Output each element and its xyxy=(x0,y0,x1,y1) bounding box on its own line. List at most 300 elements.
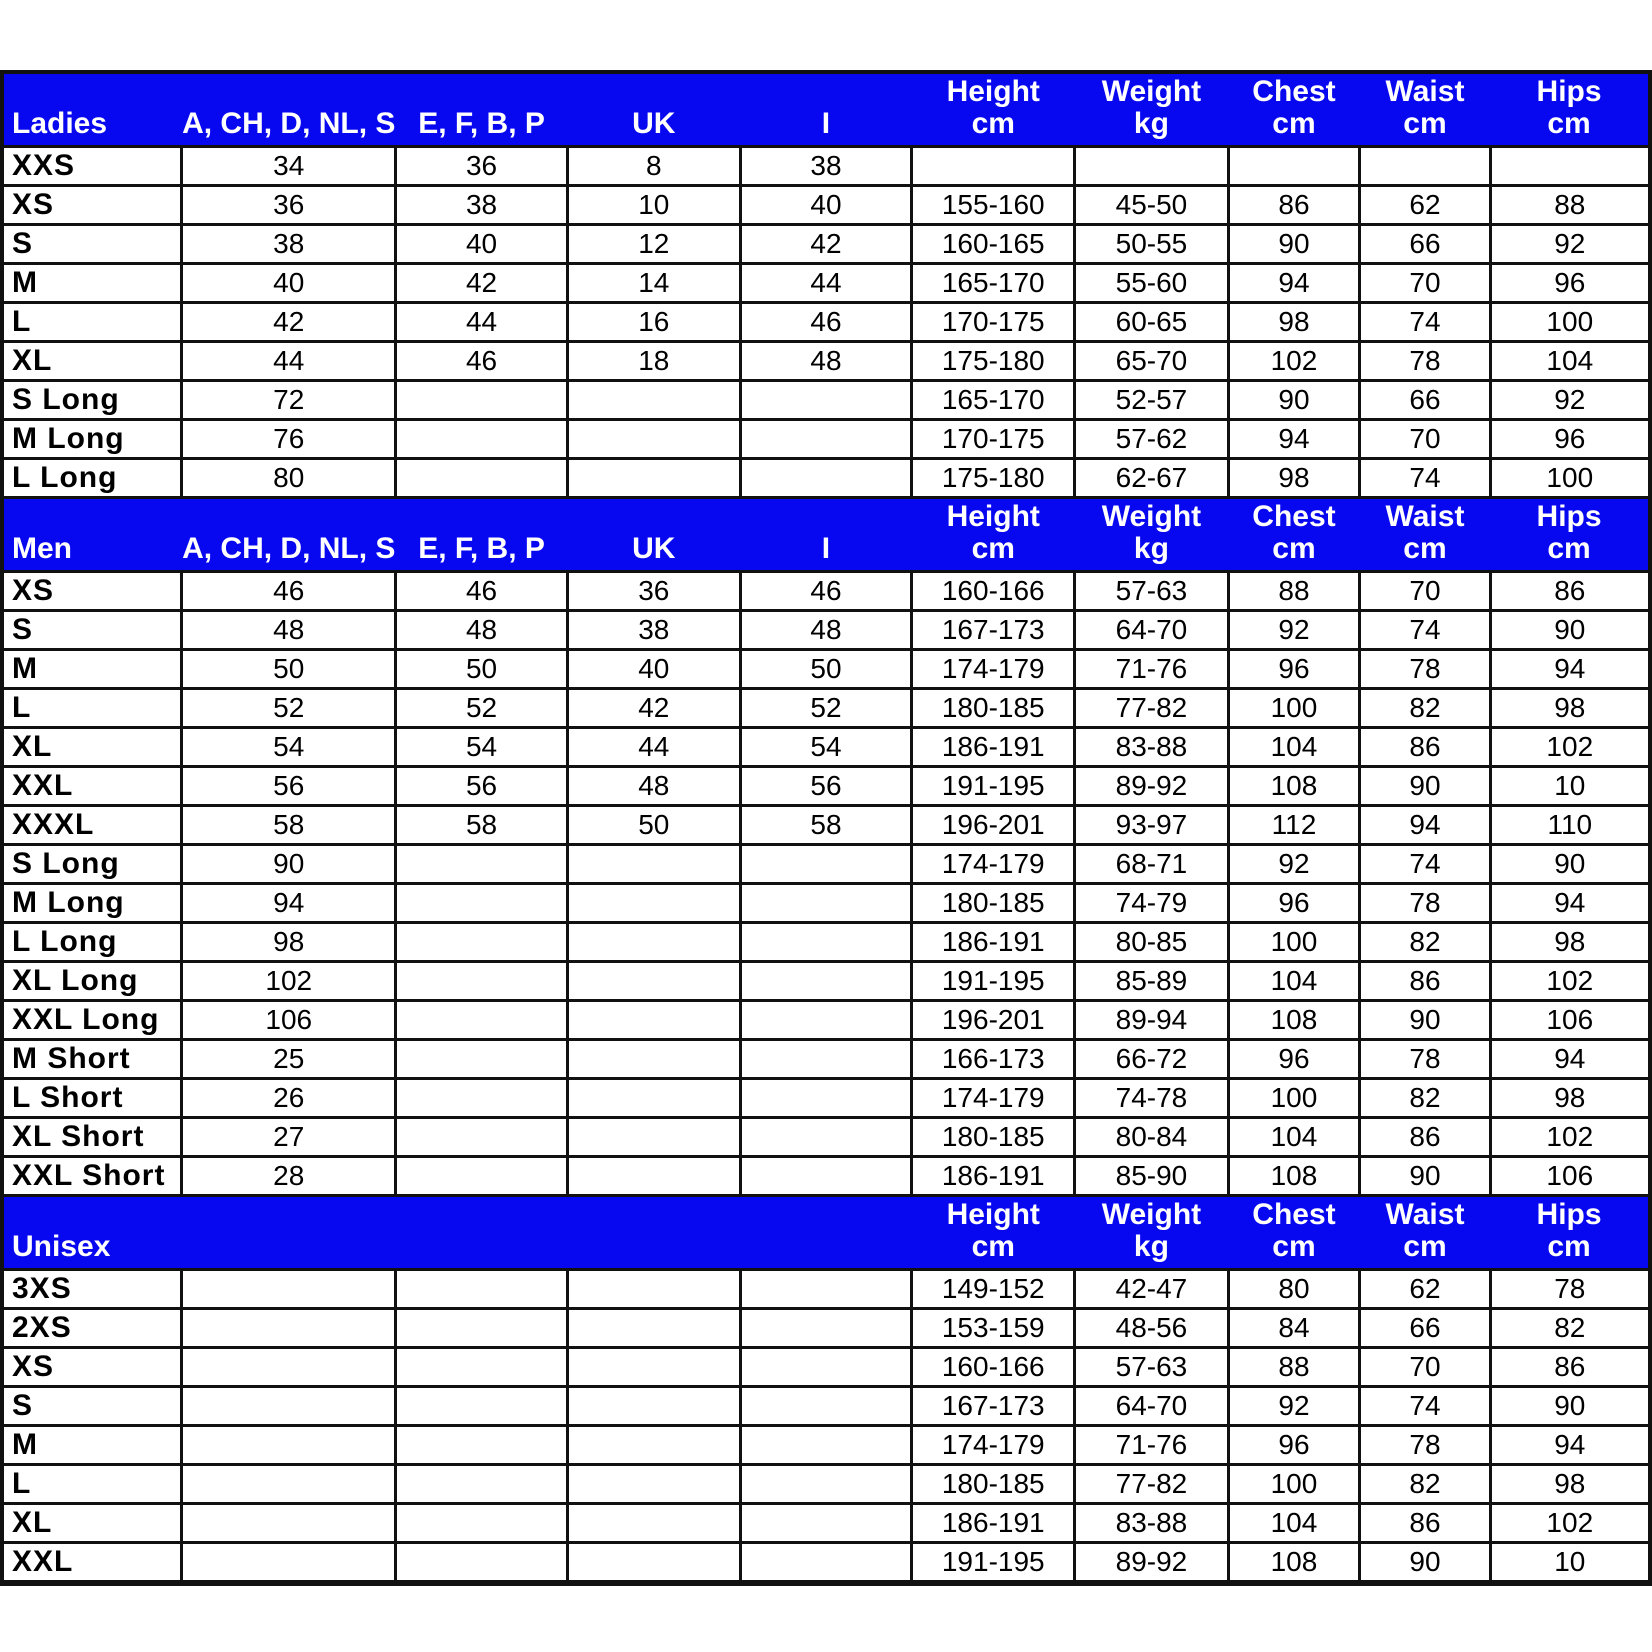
table-cell xyxy=(740,1347,911,1386)
table-cell: 62 xyxy=(1360,185,1490,224)
table-cell xyxy=(740,1425,911,1464)
table-cell: 104 xyxy=(1490,341,1650,380)
table-cell xyxy=(567,1039,740,1078)
column-header-unit: cm xyxy=(971,1229,1015,1263)
table-cell: 82 xyxy=(1360,922,1490,961)
table-row xyxy=(2,766,1650,805)
table-cell xyxy=(396,1464,567,1503)
table-row xyxy=(2,1308,1650,1347)
column-header xyxy=(1228,497,1360,571)
table-row xyxy=(2,649,1650,688)
size-label: L Long xyxy=(2,922,182,961)
table-cell: 167-173 xyxy=(912,1386,1075,1425)
table-cell xyxy=(740,458,911,497)
table-cell: 165-170 xyxy=(912,380,1075,419)
table-cell xyxy=(740,1039,911,1078)
column-header-label: Weight xyxy=(1101,74,1202,108)
column-header-label: Height xyxy=(946,1197,1040,1231)
table-cell: 36 xyxy=(182,185,396,224)
table-cell: 89-94 xyxy=(1075,1000,1228,1039)
table-cell: 174-179 xyxy=(912,844,1075,883)
table-cell: 96 xyxy=(1228,1425,1360,1464)
table-cell: 175-180 xyxy=(912,458,1075,497)
table-cell: 90 xyxy=(1228,380,1360,419)
table-cell: 12 xyxy=(567,224,740,263)
table-cell: 186-191 xyxy=(912,922,1075,961)
column-header-unit: cm xyxy=(1272,531,1316,565)
table-row xyxy=(2,146,1650,185)
table-cell: 40 xyxy=(396,224,567,263)
table-cell: 38 xyxy=(396,185,567,224)
table-cell: 72 xyxy=(182,380,396,419)
column-header xyxy=(912,497,1075,571)
table-cell: 149-152 xyxy=(912,1269,1075,1308)
table-cell xyxy=(567,1000,740,1039)
table-cell: 78 xyxy=(1360,883,1490,922)
table-cell: 89-92 xyxy=(1075,766,1228,805)
table-cell: 46 xyxy=(740,302,911,341)
table-cell: 48 xyxy=(567,766,740,805)
column-header-label: Hips xyxy=(1536,499,1602,533)
size-label: XXL xyxy=(2,1542,182,1583)
table-cell: 174-179 xyxy=(912,1425,1075,1464)
table-cell: 102 xyxy=(182,961,396,1000)
table-cell: 66-72 xyxy=(1075,1039,1228,1078)
table-cell: 25 xyxy=(182,1039,396,1078)
table-cell: 46 xyxy=(396,571,567,610)
table-cell: 36 xyxy=(396,146,567,185)
table-cell: 74 xyxy=(1360,610,1490,649)
table-cell: 180-185 xyxy=(912,1464,1075,1503)
table-cell: 71-76 xyxy=(1075,649,1228,688)
table-cell xyxy=(396,1503,567,1542)
table-cell: 44 xyxy=(740,263,911,302)
table-cell: 42 xyxy=(740,224,911,263)
table-cell: 62 xyxy=(1360,1269,1490,1308)
table-cell: 42 xyxy=(182,302,396,341)
table-row xyxy=(2,185,1650,224)
table-cell: 100 xyxy=(1228,922,1360,961)
table-cell: 100 xyxy=(1228,1078,1360,1117)
table-cell: 74 xyxy=(1360,844,1490,883)
table-cell: 27 xyxy=(182,1117,396,1156)
table-cell xyxy=(740,844,911,883)
table-row xyxy=(2,844,1650,883)
size-label: L xyxy=(2,302,182,341)
table-cell xyxy=(567,1078,740,1117)
column-header: A, CH, D, NL, S xyxy=(182,497,396,571)
table-cell xyxy=(396,1347,567,1386)
section-header-row xyxy=(2,1195,1650,1269)
table-cell: 104 xyxy=(1228,727,1360,766)
table-cell: 98 xyxy=(1490,922,1650,961)
table-cell: 104 xyxy=(1228,1117,1360,1156)
table-cell xyxy=(567,419,740,458)
table-row xyxy=(2,571,1650,610)
table-cell: 50 xyxy=(182,649,396,688)
table-cell: 102 xyxy=(1490,961,1650,1000)
table-cell: 86 xyxy=(1228,185,1360,224)
table-row xyxy=(2,1386,1650,1425)
table-cell: 160-166 xyxy=(912,571,1075,610)
size-label: L Long xyxy=(2,458,182,497)
table-cell: 16 xyxy=(567,302,740,341)
table-cell: 70 xyxy=(1360,263,1490,302)
column-header-label: Weight xyxy=(1101,1197,1202,1231)
table-cell: 90 xyxy=(1360,1542,1490,1583)
table-cell: 90 xyxy=(1360,1156,1490,1195)
table-cell: 82 xyxy=(1360,1464,1490,1503)
table-row xyxy=(2,1039,1650,1078)
column-header: E, F, B, P xyxy=(396,72,567,146)
column-header-label: Waist xyxy=(1385,74,1465,108)
table-cell: 90 xyxy=(1490,1386,1650,1425)
table-cell: 98 xyxy=(1228,302,1360,341)
column-header xyxy=(912,72,1075,146)
table-cell: 170-175 xyxy=(912,302,1075,341)
table-cell xyxy=(567,1117,740,1156)
table-cell: 94 xyxy=(1490,1039,1650,1078)
size-label: XS xyxy=(2,1347,182,1386)
table-cell: 78 xyxy=(1360,1425,1490,1464)
table-cell: 102 xyxy=(1490,727,1650,766)
column-header-label: Height xyxy=(946,499,1040,533)
table-cell: 38 xyxy=(740,146,911,185)
column-header xyxy=(1075,497,1228,571)
table-cell: 42-47 xyxy=(1075,1269,1228,1308)
table-cell: 102 xyxy=(1490,1503,1650,1542)
table-cell: 52-57 xyxy=(1075,380,1228,419)
table-cell: 108 xyxy=(1228,1156,1360,1195)
table-cell: 83-88 xyxy=(1075,1503,1228,1542)
table-cell: 110 xyxy=(1490,805,1650,844)
table-cell: 186-191 xyxy=(912,727,1075,766)
table-cell: 77-82 xyxy=(1075,1464,1228,1503)
table-cell xyxy=(912,146,1075,185)
table-row xyxy=(2,263,1650,302)
table-cell xyxy=(567,458,740,497)
section-header-row xyxy=(2,497,1650,571)
table-cell xyxy=(396,380,567,419)
section-title: Unisex xyxy=(2,1195,182,1269)
table-cell: 153-159 xyxy=(912,1308,1075,1347)
table-cell xyxy=(740,883,911,922)
table-cell: 86 xyxy=(1360,1117,1490,1156)
table-cell: 90 xyxy=(1228,224,1360,263)
table-cell: 94 xyxy=(1228,263,1360,302)
table-cell xyxy=(396,1425,567,1464)
table-cell: 106 xyxy=(1490,1000,1650,1039)
table-cell: 94 xyxy=(1490,883,1650,922)
table-row xyxy=(2,1542,1650,1583)
table-cell: 98 xyxy=(1490,1464,1650,1503)
table-cell: 10 xyxy=(1490,766,1650,805)
table-cell: 108 xyxy=(1228,1000,1360,1039)
table-cell: 58 xyxy=(740,805,911,844)
table-cell: 86 xyxy=(1360,961,1490,1000)
size-label: S xyxy=(2,610,182,649)
table-cell: 56 xyxy=(396,766,567,805)
table-cell xyxy=(396,1078,567,1117)
column-header-unit: cm xyxy=(1403,1229,1447,1263)
table-cell: 174-179 xyxy=(912,1078,1075,1117)
table-cell: 74-79 xyxy=(1075,883,1228,922)
table-cell xyxy=(740,1503,911,1542)
column-header-unit: kg xyxy=(1133,106,1169,140)
table-cell xyxy=(740,961,911,1000)
table-cell: 180-185 xyxy=(912,1117,1075,1156)
table-cell: 92 xyxy=(1490,380,1650,419)
table-cell xyxy=(567,922,740,961)
table-cell: 88 xyxy=(1228,1347,1360,1386)
size-label: 2XS xyxy=(2,1308,182,1347)
column-header-unit: kg xyxy=(1133,1229,1169,1263)
size-chart-table xyxy=(0,70,1652,1586)
table-cell xyxy=(567,1503,740,1542)
column-header: E, F, B, P xyxy=(396,497,567,571)
table-cell xyxy=(396,883,567,922)
column-header xyxy=(1490,1195,1650,1269)
table-cell xyxy=(567,1308,740,1347)
table-cell: 94 xyxy=(1490,1425,1650,1464)
table-cell: 180-185 xyxy=(912,688,1075,727)
table-cell xyxy=(1490,146,1650,185)
table-row xyxy=(2,1156,1650,1195)
table-cell: 100 xyxy=(1228,1464,1360,1503)
table-cell xyxy=(182,1503,396,1542)
table-cell: 98 xyxy=(1228,458,1360,497)
table-cell: 196-201 xyxy=(912,1000,1075,1039)
size-label: XXL xyxy=(2,766,182,805)
table-cell xyxy=(396,1542,567,1583)
table-cell: 167-173 xyxy=(912,610,1075,649)
column-header: I xyxy=(740,497,911,571)
table-cell: 85-90 xyxy=(1075,1156,1228,1195)
table-cell: 57-62 xyxy=(1075,419,1228,458)
table-cell: 44 xyxy=(182,341,396,380)
table-cell: 90 xyxy=(182,844,396,883)
column-header: I xyxy=(740,72,911,146)
table-cell: 18 xyxy=(567,341,740,380)
table-cell: 84 xyxy=(1228,1308,1360,1347)
size-label: L Short xyxy=(2,1078,182,1117)
column-header-label: Hips xyxy=(1536,1197,1602,1231)
table-cell: 94 xyxy=(1228,419,1360,458)
size-chart-body xyxy=(2,72,1650,1583)
table-cell: 80-85 xyxy=(1075,922,1228,961)
table-cell: 48 xyxy=(740,610,911,649)
table-cell: 90 xyxy=(1360,1000,1490,1039)
table-cell: 93-97 xyxy=(1075,805,1228,844)
table-cell: 98 xyxy=(1490,1078,1650,1117)
table-cell: 170-175 xyxy=(912,419,1075,458)
table-cell: 82 xyxy=(1360,688,1490,727)
table-cell: 54 xyxy=(182,727,396,766)
table-cell: 34 xyxy=(182,146,396,185)
size-label: S xyxy=(2,224,182,263)
section-title: Men xyxy=(2,497,182,571)
section-header-row xyxy=(2,72,1650,146)
table-cell: 54 xyxy=(740,727,911,766)
table-cell xyxy=(567,961,740,1000)
table-cell: 186-191 xyxy=(912,1503,1075,1542)
size-label: M Long xyxy=(2,419,182,458)
column-header-label: Waist xyxy=(1385,1197,1465,1231)
table-cell: 88 xyxy=(1228,571,1360,610)
table-cell: 74 xyxy=(1360,302,1490,341)
column-header xyxy=(1490,72,1650,146)
table-row xyxy=(2,1000,1650,1039)
column-header-unit: cm xyxy=(1272,106,1316,140)
table-cell: 65-70 xyxy=(1075,341,1228,380)
table-row xyxy=(2,961,1650,1000)
table-cell: 160-165 xyxy=(912,224,1075,263)
column-header-unit: cm xyxy=(1547,531,1591,565)
column-header xyxy=(1228,72,1360,146)
table-cell: 112 xyxy=(1228,805,1360,844)
size-label: M Short xyxy=(2,1039,182,1078)
table-cell: 74-78 xyxy=(1075,1078,1228,1117)
table-cell: 66 xyxy=(1360,224,1490,263)
table-cell: 57-63 xyxy=(1075,1347,1228,1386)
table-cell xyxy=(396,419,567,458)
size-label: S xyxy=(2,1386,182,1425)
column-header-label: Chest xyxy=(1252,74,1336,108)
table-cell xyxy=(567,844,740,883)
table-cell: 58 xyxy=(396,805,567,844)
table-cell: 80 xyxy=(182,458,396,497)
table-cell: 56 xyxy=(182,766,396,805)
table-cell: 74 xyxy=(1360,1386,1490,1425)
table-cell xyxy=(567,1156,740,1195)
table-cell: 40 xyxy=(740,185,911,224)
table-cell: 160-166 xyxy=(912,1347,1075,1386)
table-cell xyxy=(182,1542,396,1583)
table-cell xyxy=(740,1156,911,1195)
table-cell: 165-170 xyxy=(912,263,1075,302)
table-cell xyxy=(740,1117,911,1156)
size-label: XXL Long xyxy=(2,1000,182,1039)
size-label: XS xyxy=(2,185,182,224)
table-row xyxy=(2,458,1650,497)
table-cell: 52 xyxy=(396,688,567,727)
size-label: XL xyxy=(2,727,182,766)
table-cell xyxy=(567,1542,740,1583)
table-cell: 52 xyxy=(182,688,396,727)
table-cell: 40 xyxy=(567,649,740,688)
size-label: L xyxy=(2,1464,182,1503)
table-cell: 78 xyxy=(1490,1269,1650,1308)
table-cell: 58 xyxy=(182,805,396,844)
table-cell: 94 xyxy=(1360,805,1490,844)
table-cell xyxy=(396,458,567,497)
table-cell: 191-195 xyxy=(912,961,1075,1000)
table-cell: 71-76 xyxy=(1075,1425,1228,1464)
size-label: 3XS xyxy=(2,1269,182,1308)
table-cell xyxy=(396,961,567,1000)
table-cell: 70 xyxy=(1360,419,1490,458)
size-label: M xyxy=(2,263,182,302)
column-header xyxy=(1360,72,1490,146)
table-row xyxy=(2,1078,1650,1117)
table-cell: 191-195 xyxy=(912,766,1075,805)
column-header xyxy=(1075,1195,1228,1269)
table-cell: 70 xyxy=(1360,571,1490,610)
table-cell: 94 xyxy=(1490,649,1650,688)
table-cell: 92 xyxy=(1228,844,1360,883)
size-label: XXXL xyxy=(2,805,182,844)
table-cell: 106 xyxy=(182,1000,396,1039)
table-cell xyxy=(182,1308,396,1347)
table-cell xyxy=(396,1269,567,1308)
table-cell: 62-67 xyxy=(1075,458,1228,497)
table-cell: 52 xyxy=(740,688,911,727)
table-cell: 8 xyxy=(567,146,740,185)
table-row xyxy=(2,688,1650,727)
column-header xyxy=(1360,497,1490,571)
table-cell: 57-63 xyxy=(1075,571,1228,610)
table-cell: 88 xyxy=(1490,185,1650,224)
table-cell: 28 xyxy=(182,1156,396,1195)
table-cell: 104 xyxy=(1228,961,1360,1000)
table-cell: 48 xyxy=(740,341,911,380)
table-cell: 78 xyxy=(1360,649,1490,688)
table-cell xyxy=(567,883,740,922)
table-cell: 94 xyxy=(182,883,396,922)
size-label: M xyxy=(2,649,182,688)
table-cell: 46 xyxy=(182,571,396,610)
table-cell xyxy=(567,1269,740,1308)
table-row xyxy=(2,224,1650,263)
table-cell: 96 xyxy=(1228,883,1360,922)
table-cell: 44 xyxy=(396,302,567,341)
table-cell: 100 xyxy=(1490,302,1650,341)
column-header-unit: cm xyxy=(1403,106,1447,140)
table-cell xyxy=(396,844,567,883)
table-cell xyxy=(740,1386,911,1425)
table-cell: 155-160 xyxy=(912,185,1075,224)
table-cell: 89-92 xyxy=(1075,1542,1228,1583)
table-cell xyxy=(740,380,911,419)
size-label: XL Short xyxy=(2,1117,182,1156)
table-cell xyxy=(182,1386,396,1425)
table-cell: 70 xyxy=(1360,1347,1490,1386)
table-cell: 76 xyxy=(182,419,396,458)
table-cell: 80 xyxy=(1228,1269,1360,1308)
table-cell: 104 xyxy=(1228,1503,1360,1542)
table-cell: 46 xyxy=(396,341,567,380)
table-cell: 86 xyxy=(1360,1503,1490,1542)
table-cell xyxy=(396,1386,567,1425)
table-cell xyxy=(1360,146,1490,185)
table-cell: 166-173 xyxy=(912,1039,1075,1078)
table-cell: 36 xyxy=(567,571,740,610)
column-header xyxy=(396,1195,567,1269)
table-row xyxy=(2,805,1650,844)
table-cell xyxy=(1075,146,1228,185)
table-cell: 96 xyxy=(1228,1039,1360,1078)
table-row xyxy=(2,341,1650,380)
table-cell: 86 xyxy=(1360,727,1490,766)
size-label: XXL Short xyxy=(2,1156,182,1195)
table-cell: 180-185 xyxy=(912,883,1075,922)
table-cell: 45-50 xyxy=(1075,185,1228,224)
table-cell xyxy=(567,380,740,419)
table-cell xyxy=(740,1464,911,1503)
table-cell: 92 xyxy=(1228,610,1360,649)
table-cell: 50-55 xyxy=(1075,224,1228,263)
table-cell: 60-65 xyxy=(1075,302,1228,341)
